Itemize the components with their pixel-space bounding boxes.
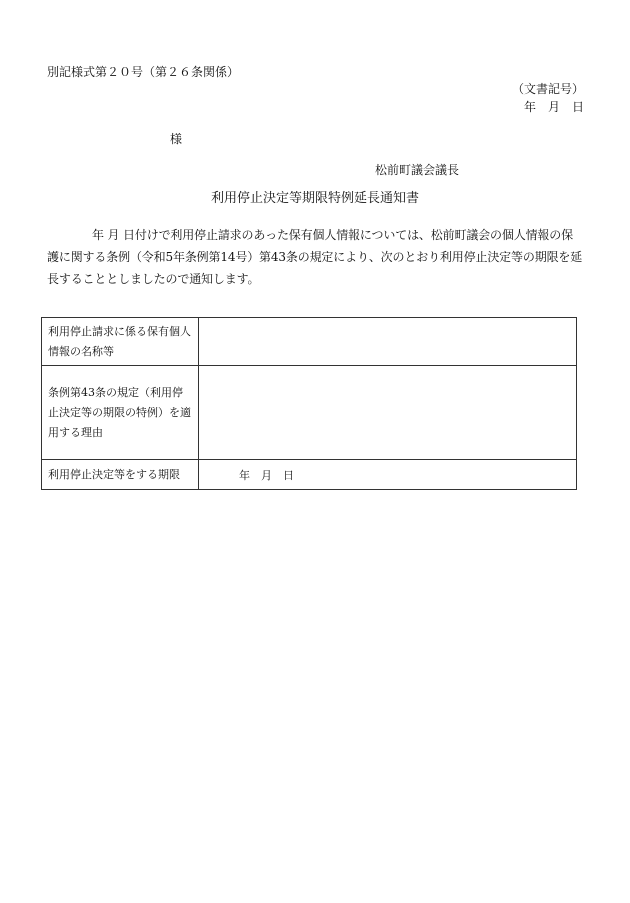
form-code: 別記様式第２０号（第２６条関係） [47, 65, 240, 79]
deadline-date-cell: 年 月 日 [199, 460, 577, 490]
notice-body: 年 月 日付けで利用停止請求のあった保有個人情報については、松前町議会の個人情報の保護に関する条例（令和5年条例第14号）第43条の規定により、次のとおり利用停止決定等の期限を延長することとしましたので通知します。 [47, 228, 583, 286]
document-title: 利用停止決定等期限特例延長通知書 [210, 191, 419, 206]
table-row [42, 460, 577, 490]
table-row [42, 366, 577, 460]
info-table [41, 317, 577, 490]
document-date: 年 月 日 [523, 100, 584, 114]
addressee-honorific: 様 [170, 132, 183, 146]
table-row [42, 318, 577, 366]
document-number: （文書記号） [511, 82, 584, 96]
table-label-cell: 条例第43条の規定（利用停止決定等の期限の特例）を適用する理由 [42, 366, 199, 460]
table-label-cell: 利用停止請求に係る保有個人情報の名称等 [42, 318, 199, 366]
table-value-cell [199, 318, 577, 366]
table-label-cell: 利用停止決定等をする期限 [42, 460, 199, 490]
sender-name: 松前町議会議長 [375, 163, 460, 177]
table-value-cell [199, 366, 577, 460]
